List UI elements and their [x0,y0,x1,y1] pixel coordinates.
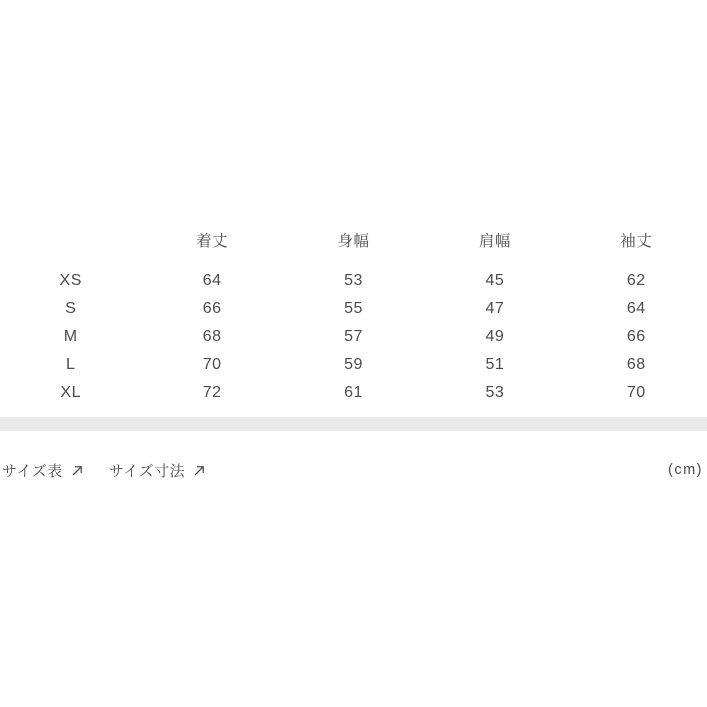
value-cell: 49 [485,328,505,345]
value-cell: 55 [344,300,363,317]
value-cell: 51 [485,356,505,373]
value-cell: 53 [344,272,363,289]
arrow-up-right-icon [192,463,207,478]
footer-row [0,455,707,485]
value-cell: 64 [202,272,222,289]
size-chart-link-label: サイズ表 [2,462,63,480]
value-cell: 57 [344,328,363,345]
column-header-shoulder-width: 肩幅 [478,233,511,250]
footer-links [0,460,207,481]
value-cell: 61 [344,384,363,401]
size-chart-table [0,226,707,407]
value-cell: 62 [626,272,646,289]
section-divider-bar [0,417,707,431]
arrow-up-right-icon [70,463,85,478]
value-cell: 45 [485,272,505,289]
table-row-s [0,295,707,323]
value-cell: 53 [485,384,505,401]
value-cell: 59 [344,356,363,373]
table-row-l [0,351,707,379]
value-cell: 66 [626,328,646,345]
value-cell: 66 [202,300,222,317]
size-measurements-link-label: サイズ寸法 [108,462,186,480]
size-label: XS [59,272,82,289]
unit-label: (cm) [668,462,703,478]
value-cell: 68 [202,328,222,345]
value-cell: 72 [202,384,222,401]
column-header-body-length: 着丈 [196,233,229,250]
value-cell: 70 [202,356,222,373]
table-row-xl [0,379,707,407]
size-label: L [65,356,76,373]
column-header-body-width: 身幅 [337,233,370,250]
column-header-sleeve-length: 袖丈 [620,233,653,250]
size-label: XL [60,384,81,401]
value-cell: 70 [626,384,646,401]
size-measurements-link[interactable] [109,460,207,481]
table-row-m [0,323,707,351]
size-column-header-empty [0,226,141,254]
value-cell: 68 [626,356,646,373]
size-chart-header-row [0,226,707,254]
value-cell: 64 [626,300,646,317]
size-label: M [63,328,78,345]
size-chart-link[interactable] [2,460,85,481]
table-header-gap [0,254,707,267]
value-cell: 47 [485,300,505,317]
size-label: S [65,300,77,317]
table-row-xs [0,267,707,295]
